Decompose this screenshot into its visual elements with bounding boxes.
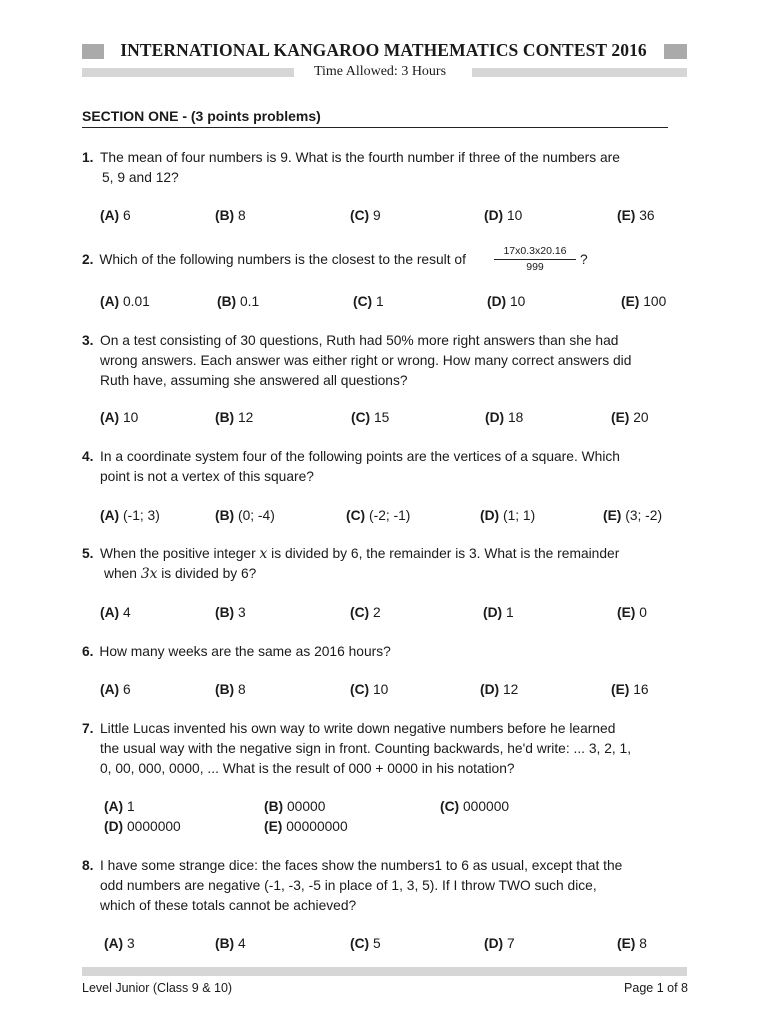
page-number: Page 1 of 8 (624, 981, 688, 995)
option-e: (E) 20 (611, 410, 649, 425)
option-e: (E) 16 (611, 682, 649, 697)
question-suffix: ? (580, 252, 588, 267)
option-b: (B) 00000 (264, 799, 326, 814)
option-c: (C) 9 (350, 208, 381, 223)
question-line: Which of the following numbers is the closest to the result of (99, 252, 466, 267)
question-line: How many weeks are the same as 2016 hours? (99, 644, 391, 659)
question-2 (82, 250, 682, 270)
question-4 (82, 447, 682, 487)
option-c: (C) 1 (353, 294, 384, 309)
section-title: SECTION ONE - (3 points problems) (82, 108, 321, 124)
subheader-bar-left (82, 68, 294, 77)
question-line: Little Lucas invented his own way to write down negative numbers before he learned (100, 721, 616, 736)
question-number: 4. (82, 449, 94, 464)
fraction-numerator: 17x0.3x20.16 (503, 245, 567, 257)
option-d: (D) 10 (484, 208, 523, 223)
option-b: (B) 8 (215, 208, 246, 223)
header-bar-right (664, 44, 687, 59)
question-number: 1. (82, 150, 94, 165)
option-a: (A) 10 (100, 410, 139, 425)
section-divider (82, 127, 668, 128)
option-d: (D) 18 (485, 410, 524, 425)
option-d: (D) 10 (487, 294, 526, 309)
time-allowed: Time Allowed: 3 Hours (313, 64, 447, 79)
contest-title: INTERNATIONAL KANGAROO MATHEMATICS CONTEST 2016 (120, 40, 647, 60)
option-a: (A) 3 (104, 936, 135, 951)
option-a: (A) 6 (100, 682, 131, 697)
option-c: (C) 5 (350, 936, 381, 951)
question-number: 5. (82, 546, 94, 561)
option-c: (C) (-2; -1) (346, 508, 411, 523)
option-d: (D) 0000000 (104, 819, 181, 834)
question-line: When the positive integer x is divided by 6, the remainder is 3. What is the remainder (100, 546, 620, 562)
option-d: (D) 7 (484, 936, 515, 951)
question-line: wrong answers. Each answer was either right or wrong. How many correct answers did (100, 353, 632, 368)
header-bar-left (82, 44, 104, 59)
question-line: which of these totals cannot be achieved? (100, 898, 357, 913)
option-a: (A) 6 (100, 208, 131, 223)
option-d: (D) (1; 1) (480, 508, 536, 523)
question-number: 2. (82, 252, 94, 267)
question-line: In a coordinate system four of the following points are the vertices of a square. Which (100, 449, 620, 464)
option-e: (E) 36 (617, 208, 655, 223)
option-d: (D) 12 (480, 682, 519, 697)
question-number: 6. (82, 644, 94, 659)
question-line: Ruth have, assuming she answered all questions? (100, 373, 408, 388)
option-b: (B) (0; -4) (215, 508, 275, 523)
subheader-bar-right (472, 68, 687, 77)
option-a: (A) (-1; 3) (100, 508, 160, 523)
footer-bar (82, 967, 687, 976)
option-a: (A) 0.01 (100, 294, 150, 309)
option-a: (A) 1 (104, 799, 135, 814)
option-e: (E) (3; -2) (603, 508, 663, 523)
option-b: (B) 8 (215, 682, 246, 697)
option-e: (E) 8 (617, 936, 647, 951)
question-5 (82, 544, 682, 584)
option-e: (E) 00000000 (264, 819, 348, 834)
option-b: (B) 3 (215, 605, 246, 620)
question-line: 5, 9 and 12? (102, 170, 179, 185)
footer-level: Level Junior (Class 9 & 10) (82, 981, 233, 995)
question-number: 8. (82, 858, 94, 873)
question-line: The mean of four numbers is 9. What is the fourth number if three of the numbers are (100, 150, 620, 165)
variable-3x: 3x (140, 566, 158, 582)
variable-x: x (259, 546, 268, 562)
option-a: (A) 4 (100, 605, 131, 620)
question-line: odd numbers are negative (-1, -3, -5 in place of 1, 3, 5). If I throw TWO such dice, (100, 878, 597, 893)
option-d: (D) 1 (483, 605, 514, 620)
option-c: (C) 2 (350, 605, 381, 620)
question-3 (82, 331, 682, 391)
option-e: (E) 100 (621, 294, 667, 309)
question-line: when 3x is divided by 6? (104, 566, 257, 582)
question-1 (82, 148, 682, 188)
option-b: (B) 0.1 (217, 294, 260, 309)
question-line: On a test consisting of 30 questions, Ruth had 50% more right answers than she had (100, 333, 619, 348)
question-line: the usual way with the negative sign in front. Counting backwards, he'd write: ... 3, 2, 1, (100, 741, 632, 756)
question-7 (82, 719, 682, 779)
fraction-denominator: 999 (526, 261, 544, 273)
option-b: (B) 4 (215, 936, 246, 951)
option-c: (C) 15 (351, 410, 390, 425)
question-line: 0, 00, 000, 0000, ... What is the result of 000 + 0000 in his notation? (100, 761, 515, 776)
question-number: 7. (82, 721, 94, 736)
question-number: 3. (82, 333, 94, 348)
option-e: (E) 0 (617, 605, 647, 620)
question-line: point is not a vertex of this square? (100, 469, 314, 484)
option-c: (C) 000000 (440, 799, 510, 814)
question-6 (82, 642, 682, 662)
question-line: I have some strange dice: the faces show the numbers1 to 6 as usual, except that the (100, 858, 623, 873)
option-b: (B) 12 (215, 410, 254, 425)
fraction-bar (494, 259, 576, 260)
question-8 (82, 856, 682, 916)
option-c: (C) 10 (350, 682, 389, 697)
